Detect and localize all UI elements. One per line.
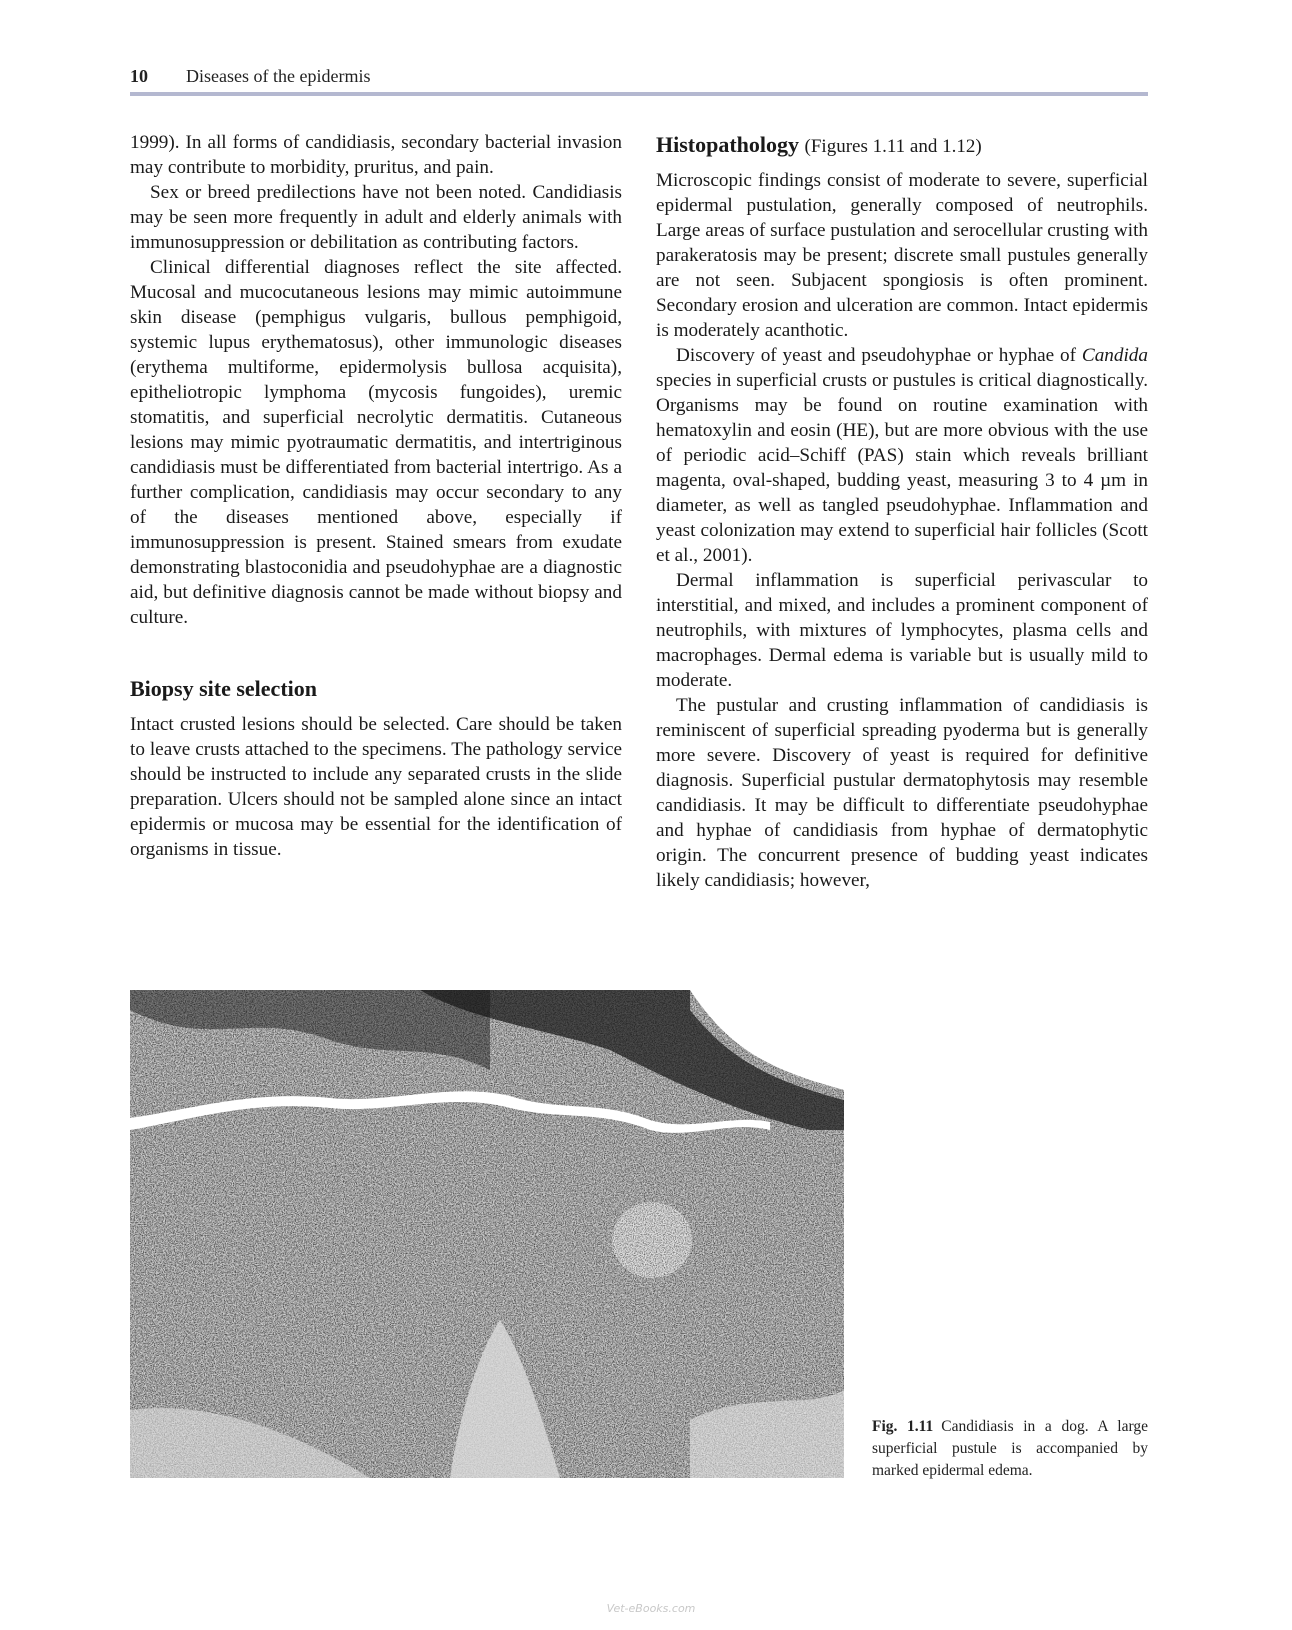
running-head bbox=[130, 64, 1148, 94]
paragraph: The pustular and crusting inflammation of candidiasis is reminiscent of superficial spreading pyoderma but is generally more severe. Discovery of yeast is required for definitive diagnosis. Superficial pustular dermatophytosis may resemble candidiasis. It may be difficult to differentiate pseudohyphae and hyphae of candidiasis from hyphae of dermatophytic origin. The concurrent presence of budding yeast indicates likely candidiasis; however, bbox=[656, 695, 1148, 891]
paragraph: Clinical differential diagnoses reflect the site affected. Mucosal and mucocutaneous lesions may mimic autoimmune skin disease (pemphigus vulgaris, bullous pemphigoid, systemic lupus erythematosus), other immunologic diseases (erythema multiforme, epidermolysis bullosa acquisita), epitheliotropic lymphoma (mycosis fungoides), uremic stomatitis, and superficial necrolytic dermatitis. Cutaneous lesions may mimic pyotraumatic dermatitis, and intertriginous candidiasis must be differentiated from bacterial intertrigo. As a further complication, candidiasis may occur secondary to any of the diseases mentioned above, especially if immunosuppression is present. Stained smears from exudate demonstrating blastoconidia and pseudohyphae are a diagnostic aid, but definitive diagnosis cannot be made without biopsy and culture. bbox=[130, 257, 622, 628]
caption-text: Candidiasis in a dog. A large superficial pustule is accompanied by marked epidermal edema. bbox=[872, 1418, 1148, 1479]
figure-reference: (Figures 1.11 and 1.12) bbox=[804, 136, 982, 157]
paragraph: Dermal inflammation is superficial perivascular to interstitial, and mixed, and includes a prominent component of neutrophils, with mixtures of lymphocytes, plasma cells and macrophages. Dermal edema is variable but is usually mild to moderate. bbox=[656, 570, 1148, 691]
paragraph bbox=[656, 343, 1148, 568]
heading-text: Histopathology bbox=[656, 132, 800, 157]
text-run: Discovery of yeast and pseudohyphae or hyphae of bbox=[676, 345, 1082, 366]
figure-caption bbox=[872, 1416, 1148, 1482]
page-number: 10 bbox=[130, 66, 148, 86]
figure-number: Fig. 1.11 bbox=[872, 1418, 934, 1435]
text-run: species in superficial crusts or pustules is critical diagnostically. Organisms may be found on routine examination with hematoxylin and eosin (HE), but are more obvious with the use of periodic acid–Schiff (PAS) stain which reveals brilliant magenta, oval-shaped, budding yeast, measuring 3 to 4 µm in diameter, as well as tangled pseudohyphae. Inflammation and yeast colonization may extend to superficial hair follicles (Scott et al., 2001). bbox=[656, 370, 1148, 566]
figure-image bbox=[130, 990, 844, 1478]
genus-name: Candida bbox=[1081, 345, 1148, 366]
right-column bbox=[656, 130, 1148, 893]
running-title: Diseases of the epidermis bbox=[186, 66, 371, 86]
biopsy-heading: Biopsy site selection bbox=[130, 676, 317, 701]
paragraph: Microscopic findings consist of moderate to severe, superficial epidermal pustulation, generally composed of neutrophils. Large areas of surface pustulation and serocellular crusting with parakeratosis may be present; discrete small pustules generally are not seen. Subjacent spongiosis is often prominent. Secondary erosion and ulceration are common. Intact epidermis is moderately acanthotic. bbox=[656, 170, 1148, 341]
watermark: Vet-eBooks.com bbox=[606, 1602, 696, 1615]
paragraph: Sex or breed predilections have not been noted. Candidiasis may be seen more frequently in adult and elderly animals with immunosuppression or debilitation as contributing factors. bbox=[130, 182, 622, 253]
paragraph: Intact crusted lesions should be selected. Care should be taken to leave crusts attached to the specimens. The pathology service should be instructed to include any separated crusts in the slide preparation. Ulcers should not be sampled alone since an intact epidermis or mucosa may be essential for the identification of organisms in tissue. bbox=[130, 714, 622, 860]
histopathology-heading bbox=[656, 130, 1148, 162]
paragraph: 1999). In all forms of candidiasis, secondary bacterial invasion may contribute to morbidity, pruritus, and pain. bbox=[130, 132, 622, 178]
left-column bbox=[130, 130, 622, 862]
header-rule bbox=[130, 92, 1148, 96]
